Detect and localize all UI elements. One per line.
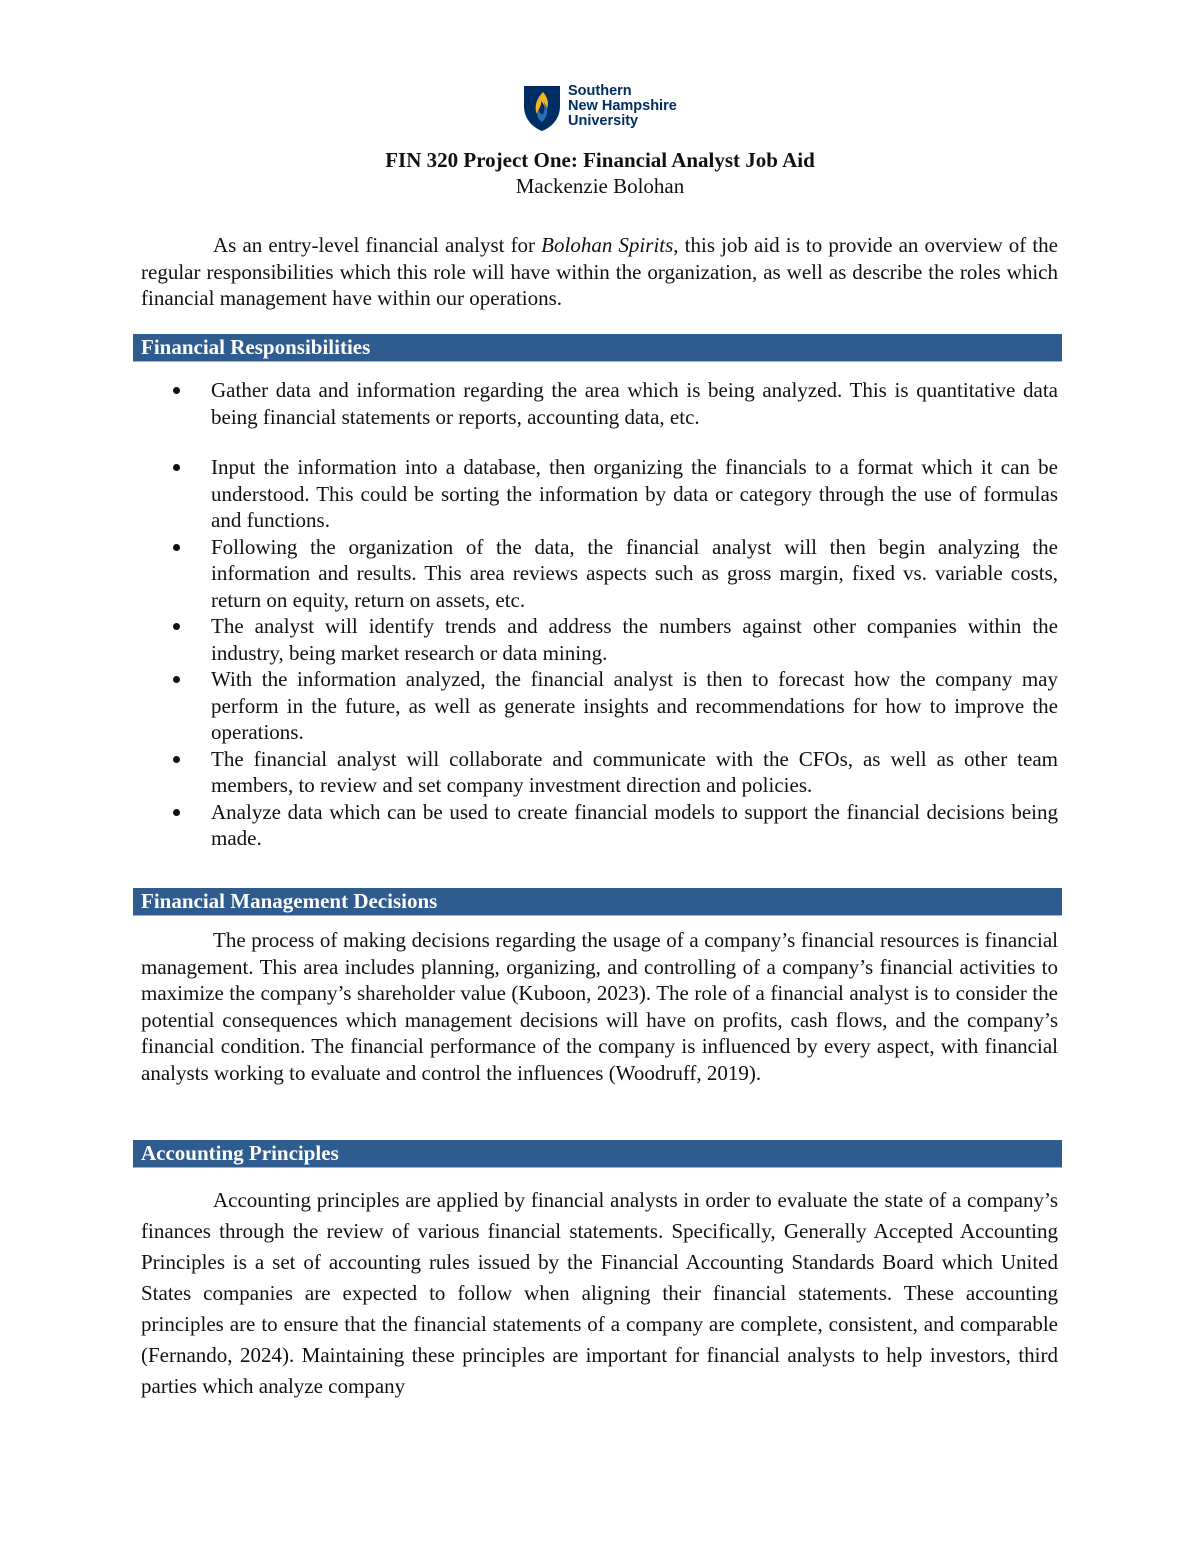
intro-after: , this job aid is to provide an overview of the regular responsibilities which this role will have within the organization, as well as describe the roles which financial management have within our operations. [141, 233, 1059, 310]
responsibilities-list [141, 377, 1058, 852]
section-heading-management [133, 888, 1062, 916]
list-item: Analyze data which can be used to create financial models to support the financial decisions being made. [141, 799, 1058, 852]
section-heading-text: Accounting Principles [141, 1141, 339, 1165]
company-name: Bolohan Spirits [541, 233, 674, 257]
section-heading-accounting [133, 1140, 1062, 1168]
author-name: Mackenzie Bolohan [515, 174, 685, 198]
logo-line-2: New Hampshire [568, 98, 677, 114]
list-item: Gather data and information regarding the area which is being analyzed. This is quantitative data being financial statements or reports, accounting data, etc. [141, 377, 1058, 430]
accounting-paragraph: Accounting principles are applied by financial analysts in order to evaluate the state of a company’s finances through the review of various financial statements. Specifically, Generally Accepted Accounting Principles is a set of accounting rules issued by the Financial Accounting Standards Board which United States companies are expected to follow when aligning their financial statements. These accounting principles are to ensure that the financial statements of a company are complete, consistent, and comparable (Fernando, 2024). Maintaining these principles are important for financial analysts to help investors, third parties which analyze company [141, 1188, 1058, 1398]
bullet-icon [173, 676, 180, 683]
logo-line-3: University [568, 113, 639, 129]
section-heading-text: Financial Responsibilities [141, 335, 371, 359]
bullet-icon [173, 387, 180, 394]
list-item: The financial analyst will collaborate and communicate with the CFOs, as well as other team members, to review and set company investment direction and policies. [141, 746, 1058, 799]
intro-paragraph [141, 232, 1058, 312]
flame-shield-icon [522, 84, 562, 132]
bullet-icon [173, 756, 180, 763]
section-heading-responsibilities [133, 334, 1062, 362]
section-heading-text: Financial Management Decisions [141, 889, 438, 913]
bullet-icon [173, 464, 180, 471]
logo-wordmark [568, 84, 677, 129]
document-title: FIN 320 Project One: Financial Analyst Job Aid [385, 148, 815, 172]
list-item: Following the organization of the data, the financial analyst will then begin analyzing the information and results. This area reviews aspects such as gross margin, fixed vs. variable costs, return on equity, return on assets, etc. [141, 534, 1058, 614]
list-item: With the information analyzed, the financial analyst is then to forecast how the company may perform in the future, as well as generate insights and recommendations for how to improve the operations. [141, 666, 1058, 746]
bullet-icon [173, 544, 180, 551]
bullet-icon [173, 623, 180, 630]
management-paragraph: The process of making decisions regarding the usage of a company’s financial resources is financial management. This area includes planning, organizing, and controlling of a company’s financial activities to maximize the company’s shareholder value (Kuboon, 2023). The role of a financial analyst is to consider the potential consequences which management decisions will have on profits, cash flows, and the company’s financial condition. The financial performance of the company is influenced by every aspect, with financial analysts working to evaluate and control the influences (Woodruff, 2019). [141, 928, 1058, 1085]
snhu-logo [522, 84, 722, 134]
intro-before: As an entry-level financial analyst for [213, 233, 542, 257]
logo-line-1: Southern [568, 83, 632, 99]
bullet-icon [173, 809, 180, 816]
list-item: The analyst will identify trends and address the numbers against other companies within the industry, being market research or data mining. [141, 613, 1058, 666]
list-item: Input the information into a database, then organizing the financials to a format which it can be understood. This could be sorting the information by data or category through the use of formulas and functions. [141, 454, 1058, 534]
